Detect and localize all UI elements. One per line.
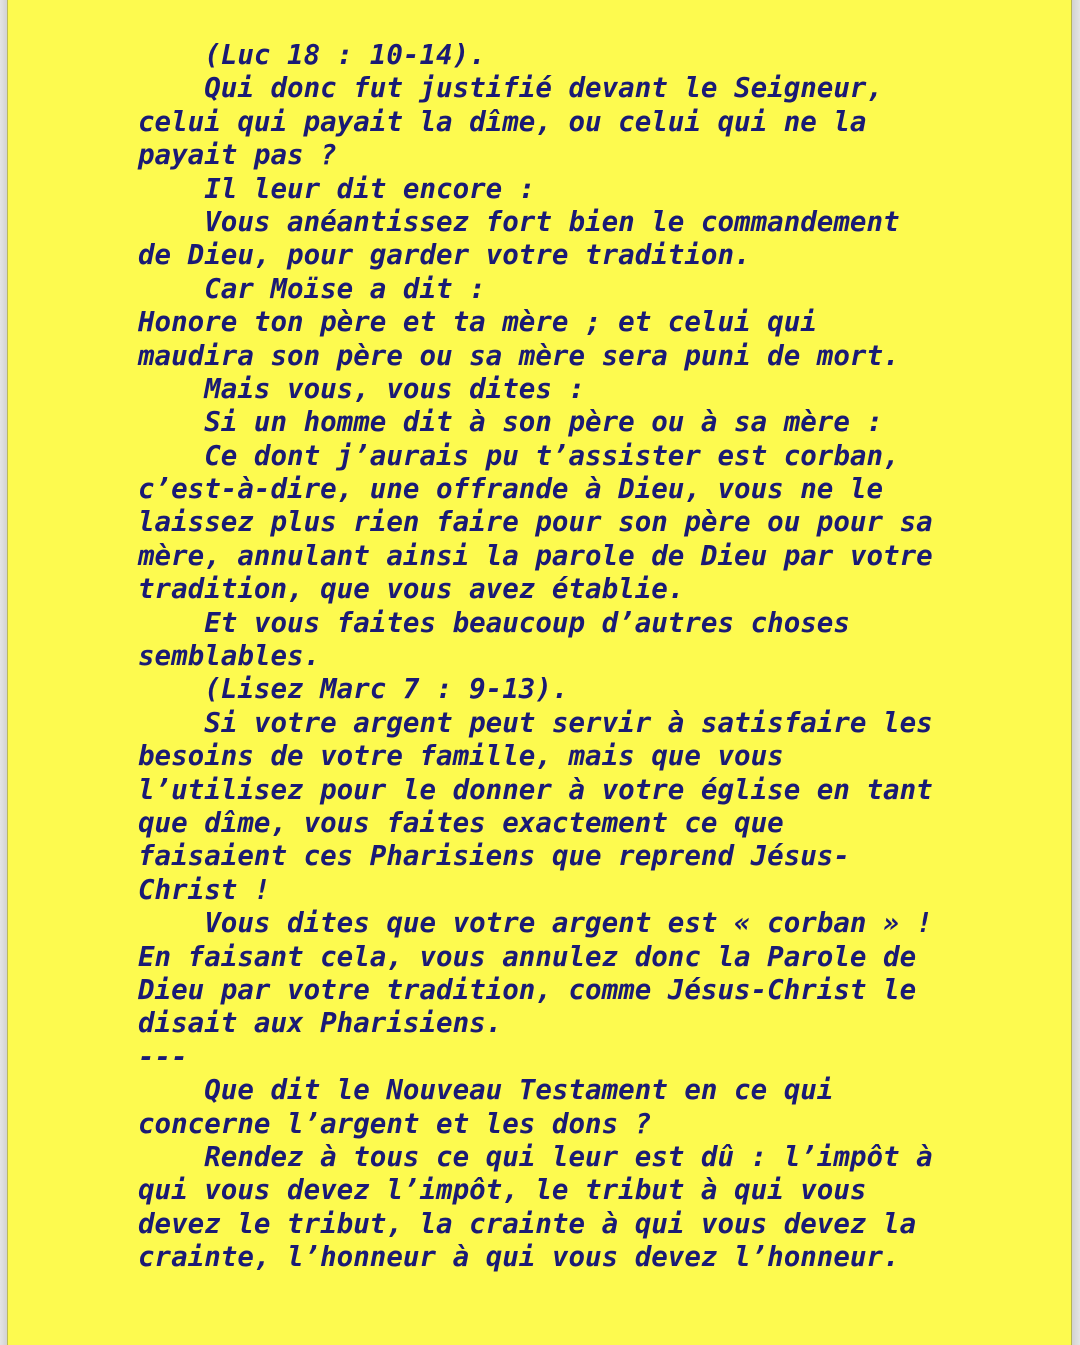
- text-line: ---: [138, 1040, 188, 1073]
- text-line: Il leur dit encore :: [138, 172, 536, 205]
- text-line: disait aux Pharisiens.: [138, 1007, 503, 1040]
- text-line: Qui donc fut justifié devant le Seigneur,: [138, 72, 884, 105]
- text-line: Si un homme dit à son père ou à sa mère :: [138, 406, 884, 439]
- text-line: que dîme, vous faites exactement ce que: [138, 806, 784, 839]
- text-line: semblables.: [138, 640, 321, 673]
- body-text: [138, 39, 933, 1274]
- document-page: [8, 0, 1071, 1345]
- text-line: Rendez à tous ce qui leur est dû : l’impôt à: [138, 1140, 933, 1173]
- text-line: tradition, que vous avez établie.: [138, 573, 685, 606]
- text-line: Que dit le Nouveau Testament en ce qui: [138, 1074, 834, 1107]
- text-line: En faisant cela, vous annulez donc la Parole de: [138, 940, 917, 973]
- text-line: maudira son père ou sa mère sera puni de mort.: [138, 339, 900, 372]
- page-gutter-right: [1071, 0, 1080, 1345]
- text-line: c’est-à-dire, une offrande à Dieu, vous ne le: [138, 473, 884, 506]
- text-line: mère, annulant ainsi la parole de Dieu par votre: [138, 539, 933, 572]
- text-line: celui qui payait la dîme, ou celui qui ne la: [138, 105, 867, 138]
- text-line: Vous anéantissez fort bien le commandement: [138, 205, 900, 238]
- text-line: qui vous devez l’impôt, le tribut à qui vous: [138, 1174, 867, 1207]
- text-line: crainte, l’honneur à qui vous devez l’honneur.: [138, 1241, 900, 1274]
- text-line: concerne l’argent et les dons ?: [138, 1107, 652, 1140]
- text-line: Dieu par votre tradition, comme Jésus-Christ le: [138, 973, 917, 1006]
- text-line: l’utilisez pour le donner à votre église en tant: [138, 773, 933, 806]
- text-line: payait pas ?: [138, 139, 337, 172]
- text-line: Car Moïse a dit :: [138, 272, 486, 305]
- text-line: Vous dites que votre argent est « corban » !: [138, 907, 933, 940]
- text-line: laissez plus rien faire pour son père ou pour sa: [138, 506, 933, 539]
- text-line: (Lisez Marc 7 : 9-13).: [138, 673, 569, 706]
- text-line: Honore ton père et ta mère ; et celui qui: [138, 306, 817, 339]
- text-line: Mais vous, vous dites :: [138, 372, 586, 405]
- page-gutter-left: [0, 0, 8, 1345]
- text-line: Ce dont j’aurais pu t’assister est corban,: [138, 439, 900, 472]
- text-line: Et vous faites beaucoup d’autres choses: [138, 606, 850, 639]
- text-line: (Luc 18 : 10-14).: [138, 39, 486, 71]
- text-line: Christ !: [138, 873, 271, 906]
- text-line: de Dieu, pour garder votre tradition.: [138, 239, 751, 272]
- text-line: Si votre argent peut servir à satisfaire les: [138, 706, 933, 739]
- text-line: devez le tribut, la crainte à qui vous devez la: [138, 1207, 917, 1240]
- text-line: besoins de votre famille, mais que vous: [138, 740, 784, 773]
- text-line: faisaient ces Pharisiens que reprend Jésus-: [138, 840, 850, 873]
